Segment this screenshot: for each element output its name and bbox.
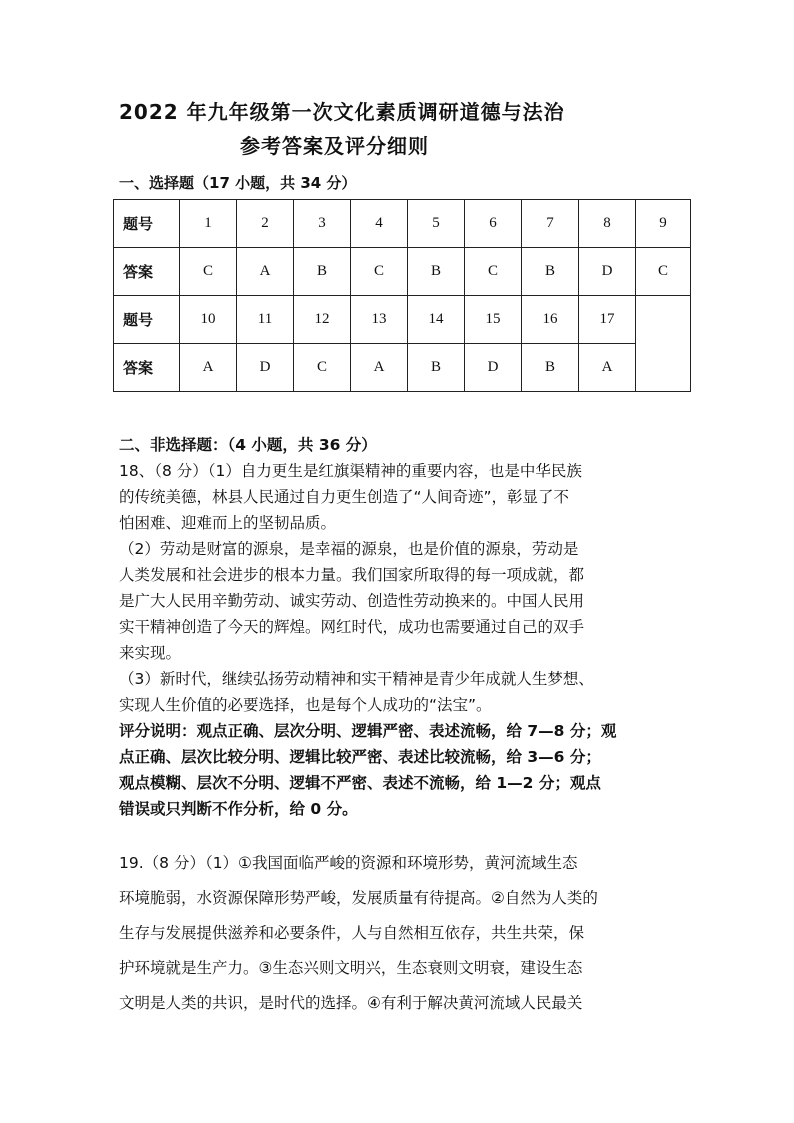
section2-heading: 二、非选择题：（4 小题，共 36 分） bbox=[119, 436, 377, 454]
answer-cell: C bbox=[351, 248, 408, 296]
text-line: 怕困难、迎难而上的坚韧品质。 bbox=[119, 514, 337, 532]
text-line: 人类发展和社会进步的根本力量。我们国家所取得的每一项成就，都 bbox=[119, 566, 585, 584]
document-subtitle: 参考答案及评分细则 bbox=[240, 134, 429, 158]
question-number: 13 bbox=[351, 296, 408, 344]
question-number: 5 bbox=[408, 200, 465, 248]
answer-cell: C bbox=[294, 344, 351, 392]
text-line: （2）劳动是财富的源泉，是幸福的源泉，也是价值的源泉，劳动是 bbox=[119, 540, 579, 558]
question-number: 8 bbox=[579, 200, 636, 248]
answer-table bbox=[113, 199, 691, 392]
answer-cell: B bbox=[408, 248, 465, 296]
text-line: （3）新时代，继续弘扬劳动精神和实干精神是青少年成就人生梦想、 bbox=[119, 670, 594, 688]
scoring-note-line: 点正确、层次比较分明、逻辑比较严密、表述比较流畅，给 3—6 分； bbox=[119, 748, 601, 766]
text-line: 是广大人民用辛勤劳动、诚实劳动、创造性劳动换来的。中国人民用 bbox=[119, 592, 585, 610]
text-line: 来实现。 bbox=[119, 644, 182, 662]
question-number: 3 bbox=[294, 200, 351, 248]
question-number: 6 bbox=[465, 200, 522, 248]
text-line: 18、（8 分）（1）自力更生是红旗渠精神的重要内容，也是中华民族 bbox=[119, 462, 582, 480]
scoring-note-line: 错误或只判断不作分析，给 0 分。 bbox=[119, 800, 358, 818]
question-18-answer bbox=[119, 458, 689, 822]
answer-cell: A bbox=[579, 344, 636, 392]
answer-cell: A bbox=[237, 248, 294, 296]
answer-cell: A bbox=[180, 344, 237, 392]
answer-cell: C bbox=[180, 248, 237, 296]
text-line: 生存与发展提供滋养和必要条件，人与自然相互依存，共生共荣，保 bbox=[119, 924, 585, 942]
question-number: 17 bbox=[579, 296, 636, 344]
question-number: 4 bbox=[351, 200, 408, 248]
section1-heading: 一、选择题（17 小题，共 34 分） bbox=[119, 174, 357, 192]
table-row bbox=[114, 344, 691, 392]
answer-cell: B bbox=[408, 344, 465, 392]
question-number: 16 bbox=[522, 296, 579, 344]
row-header-answer: 答案 bbox=[114, 344, 180, 392]
answer-cell: A bbox=[351, 344, 408, 392]
question-number: 9 bbox=[636, 200, 691, 248]
document-title: 2022 年九年级第一次文化素质调研道德与法治 bbox=[119, 100, 565, 124]
answer-cell: B bbox=[522, 248, 579, 296]
text-line: 实现人生价值的必要选择，也是每个人成功的“法宝”。 bbox=[119, 696, 492, 714]
answer-cell: D bbox=[465, 344, 522, 392]
table-row bbox=[114, 248, 691, 296]
question-number: 7 bbox=[522, 200, 579, 248]
text-line: 文明是人类的共识，是时代的选择。④有利于解决黄河流域人民最关 bbox=[119, 994, 583, 1012]
text-line: 环境脆弱，水资源保障形势严峻，发展质量有待提高。②自然为人类的 bbox=[119, 889, 598, 907]
answer-cell: C bbox=[636, 248, 691, 296]
row-header-answer: 答案 bbox=[114, 248, 180, 296]
table-row bbox=[114, 200, 691, 248]
question-number: 14 bbox=[408, 296, 465, 344]
answer-cell: B bbox=[294, 248, 351, 296]
empty-cell bbox=[636, 296, 691, 392]
question-number: 15 bbox=[465, 296, 522, 344]
text-line: 实干精神创造了今天的辉煌。网红时代，成功也需要通过自己的双手 bbox=[119, 618, 585, 636]
row-header-question: 题号 bbox=[114, 200, 180, 248]
question-number: 10 bbox=[180, 296, 237, 344]
table-row bbox=[114, 296, 691, 344]
answer-cell: B bbox=[522, 344, 579, 392]
question-number: 1 bbox=[180, 200, 237, 248]
scoring-note-line: 评分说明：观点正确、层次分明、逻辑严密、表述流畅，给 7—8 分；观 bbox=[119, 722, 617, 740]
answer-cell: C bbox=[465, 248, 522, 296]
text-line: 19.（8 分）（1）①我国面临严峻的资源和环境形势，黄河流域生态 bbox=[119, 854, 578, 872]
question-number: 2 bbox=[237, 200, 294, 248]
text-line: 护环境就是生产力。③生态兴则文明兴，生态衰则文明衰，建设生态 bbox=[119, 959, 583, 977]
answer-cell: D bbox=[579, 248, 636, 296]
text-line: 的传统美德，林县人民通过自力更生创造了“人间奇迹”，彰显了不 bbox=[119, 488, 570, 506]
question-19-answer bbox=[119, 846, 689, 1021]
scoring-note-line: 观点模糊、层次不分明、逻辑不严密、表述不流畅，给 1—2 分；观点 bbox=[119, 774, 601, 792]
question-number: 11 bbox=[237, 296, 294, 344]
question-number: 12 bbox=[294, 296, 351, 344]
answer-cell: D bbox=[237, 344, 294, 392]
row-header-question: 题号 bbox=[114, 296, 180, 344]
